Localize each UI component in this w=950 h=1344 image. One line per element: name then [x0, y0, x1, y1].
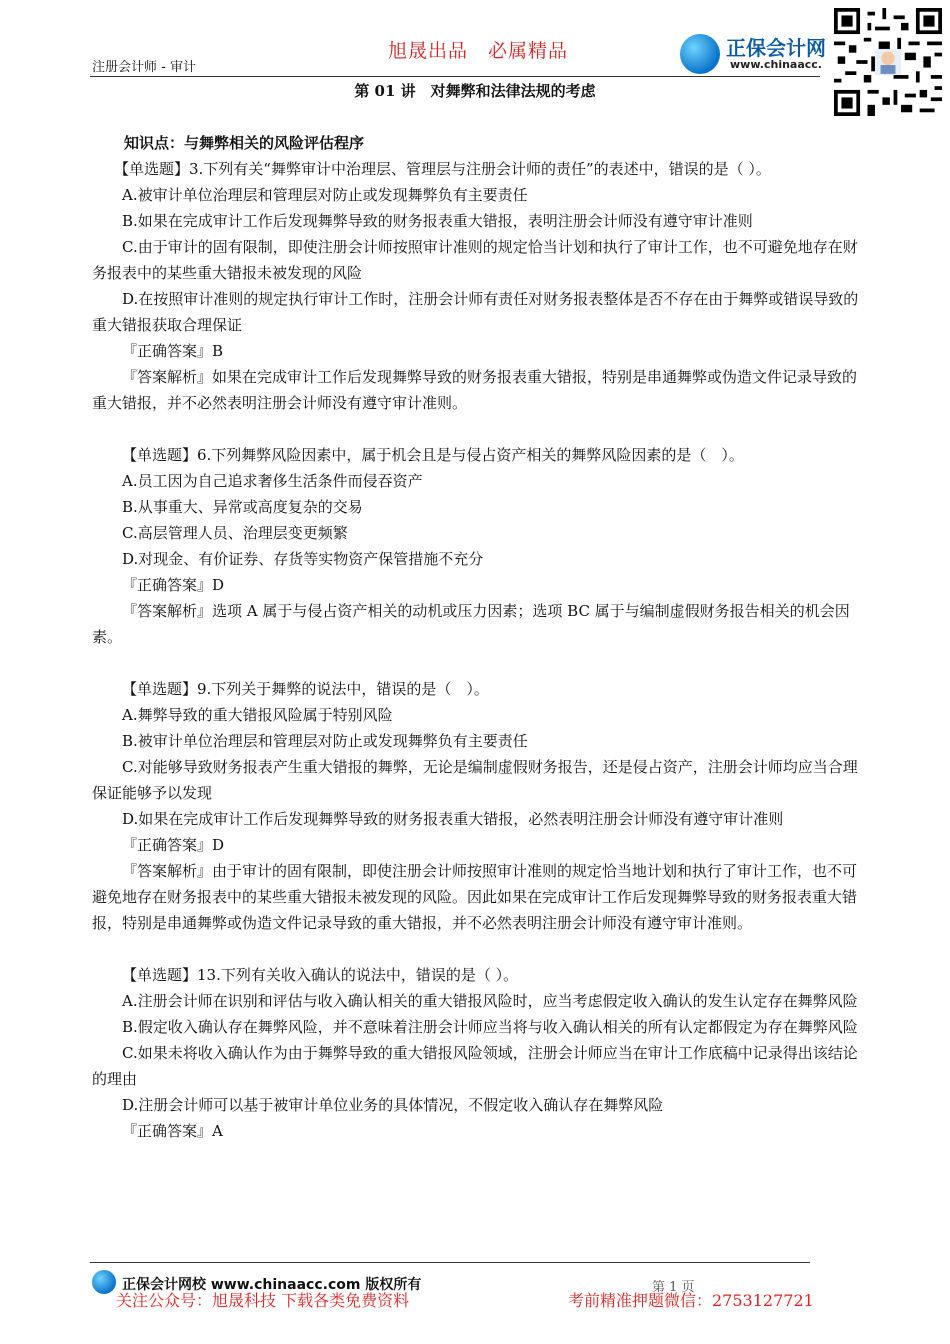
question-block — [92, 156, 860, 416]
question-explanation: 『答案解析』如果在完成审计工作后发现舞弊导致的财务报表重大错报，特别是串通舞弊或伪造文件记录导致的重大错报，并不必然表明注册会计师没有遵守审计准则。 — [92, 368, 858, 412]
header-subject: 注册会计师 - 审计 — [92, 60, 196, 75]
question-answer: 『正确答案』D — [122, 836, 225, 854]
question-option: C.如果未将收入确认作为由于舞弊导致的重大错报风险领域，注册会计师应当在审计工作底稿中记录得出该结论的理由 — [92, 1044, 858, 1088]
page-number: 第 1 页 — [652, 1280, 695, 1295]
question-block — [92, 962, 860, 1144]
footer-logo-icon — [92, 1270, 116, 1294]
question-option: C.高层管理人员、治理层变更频繁 — [122, 524, 348, 542]
question-option: B.从事重大、异常或高度复杂的交易 — [122, 498, 363, 516]
question-stem: 【单选题】13.下列有关收入确认的说法中，错误的是（ ）。 — [122, 966, 519, 984]
question-option: B.如果在完成审计工作后发现舞弊导致的财务报表重大错报，表明注册会计师没有遵守审计准则 — [122, 212, 753, 230]
question-option: D.如果在完成审计工作后发现舞弊导致的财务报表重大错报，必然表明注册会计师没有遵守审计准则 — [122, 810, 784, 828]
question-option: B.被审计单位治理层和管理层对防止或发现舞弊负有主要责任 — [122, 732, 528, 750]
question-explanation: 『答案解析』由于审计的固有限制，即使注册会计师按照审计准则的规定恰当地计划和执行了审计工作，也不可避免地存在财务报表中的某些重大错报未被发现的风险。因此如果在完成审计工作后发现舞弊导致的财务报表重大错报，特别是串通舞弊或伪造文件记录导致的重大错报，并不必然表明注册会计师没有遵守审计准则。 — [92, 862, 858, 932]
header-slogan: 旭晟出品 必属精品 — [388, 40, 569, 62]
question-option: C.由于审计的固有限制，即使注册会计师按照审计准则的规定恰当计划和执行了审计工作，也不可避免地存在财务报表中的某些重大错报未被发现的风险 — [92, 238, 858, 282]
question-answer: 『正确答案』B — [122, 342, 224, 360]
brand-logo-url: www.chinaacc. — [730, 58, 822, 71]
lecture-title: 第 01 讲 对舞弊和法律法规的考虑 — [354, 82, 596, 100]
brand-logo-icon — [680, 34, 720, 74]
footer-divider — [90, 1262, 810, 1263]
question-option: A.被审计单位治理层和管理层对防止或发现舞弊负有主要责任 — [122, 186, 528, 204]
header-divider — [90, 76, 820, 77]
question-stem: 【单选题】9.下列关于舞弊的说法中，错误的是（ ）。 — [122, 680, 489, 698]
question-option: A.注册会计师在识别和评估与收入确认相关的重大错报风险时，应当考虑假定收入确认的发生认定存在舞弊风险 — [122, 992, 858, 1010]
question-option: C.对能够导致财务报表产生重大错报的舞弊，无论是编制虚假财务报告，还是侵占资产，注册会计师均应当合理保证能够予以发现 — [92, 758, 858, 802]
promo-text-left: 关注公众号：旭晟科技 下载各类免费资料 — [116, 1291, 410, 1310]
question-option: A.员工因为自己追求奢侈生活条件而侵吞资产 — [122, 472, 423, 490]
question-option: D.在按照审计准则的规定执行审计工作时，注册会计师有责任对财务报表整体是否不存在由于舞弊或错误导致的重大错报获取合理保证 — [92, 290, 859, 334]
question-option: D.注册会计师可以基于被审计单位业务的具体情况，不假定收入确认存在舞弊风险 — [122, 1096, 664, 1114]
promo-text-right: 考前精准押题微信：2753127721 — [568, 1291, 814, 1310]
footer-copyright: 正保会计网校 www.chinaacc.com 版权所有 — [122, 1277, 422, 1293]
question-answer: 『正确答案』A — [122, 1122, 223, 1140]
question-explanation: 『答案解析』选项 A 属于与侵占资产相关的动机或压力因素；选项 BC 属于与编制虚假财务报告相关的机会因素。 — [92, 602, 850, 646]
question-block — [92, 676, 860, 936]
brand-logo — [680, 30, 830, 76]
question-stem: 【单选题】6.下列舞弊风险因素中，属于机会且是与侵占资产相关的舞弊风险因素的是（ ）。 — [122, 446, 744, 464]
question-block — [92, 442, 860, 650]
brand-logo-name: 正保会计网 — [726, 36, 826, 60]
question-answer: 『正确答案』D — [122, 576, 225, 594]
document-body — [92, 156, 860, 1144]
question-option: A.舞弊导致的重大错报风险属于特别风险 — [122, 706, 393, 724]
question-option: D.对现金、有价证券、存货等实物资产保管措施不充分 — [122, 550, 484, 568]
question-option: B.假定收入确认存在舞弊风险，并不意味着注册会计师应当将与收入确认相关的所有认定都假定为存在舞弊风险 — [122, 1018, 858, 1036]
section-title: 知识点：与舞弊相关的风险评估程序 — [124, 134, 365, 152]
question-stem: 【单选题】3.下列有关“舞弊审计中治理层、管理层与注册会计师的责任”的表述中，错误的是（ ）。 — [114, 160, 771, 178]
